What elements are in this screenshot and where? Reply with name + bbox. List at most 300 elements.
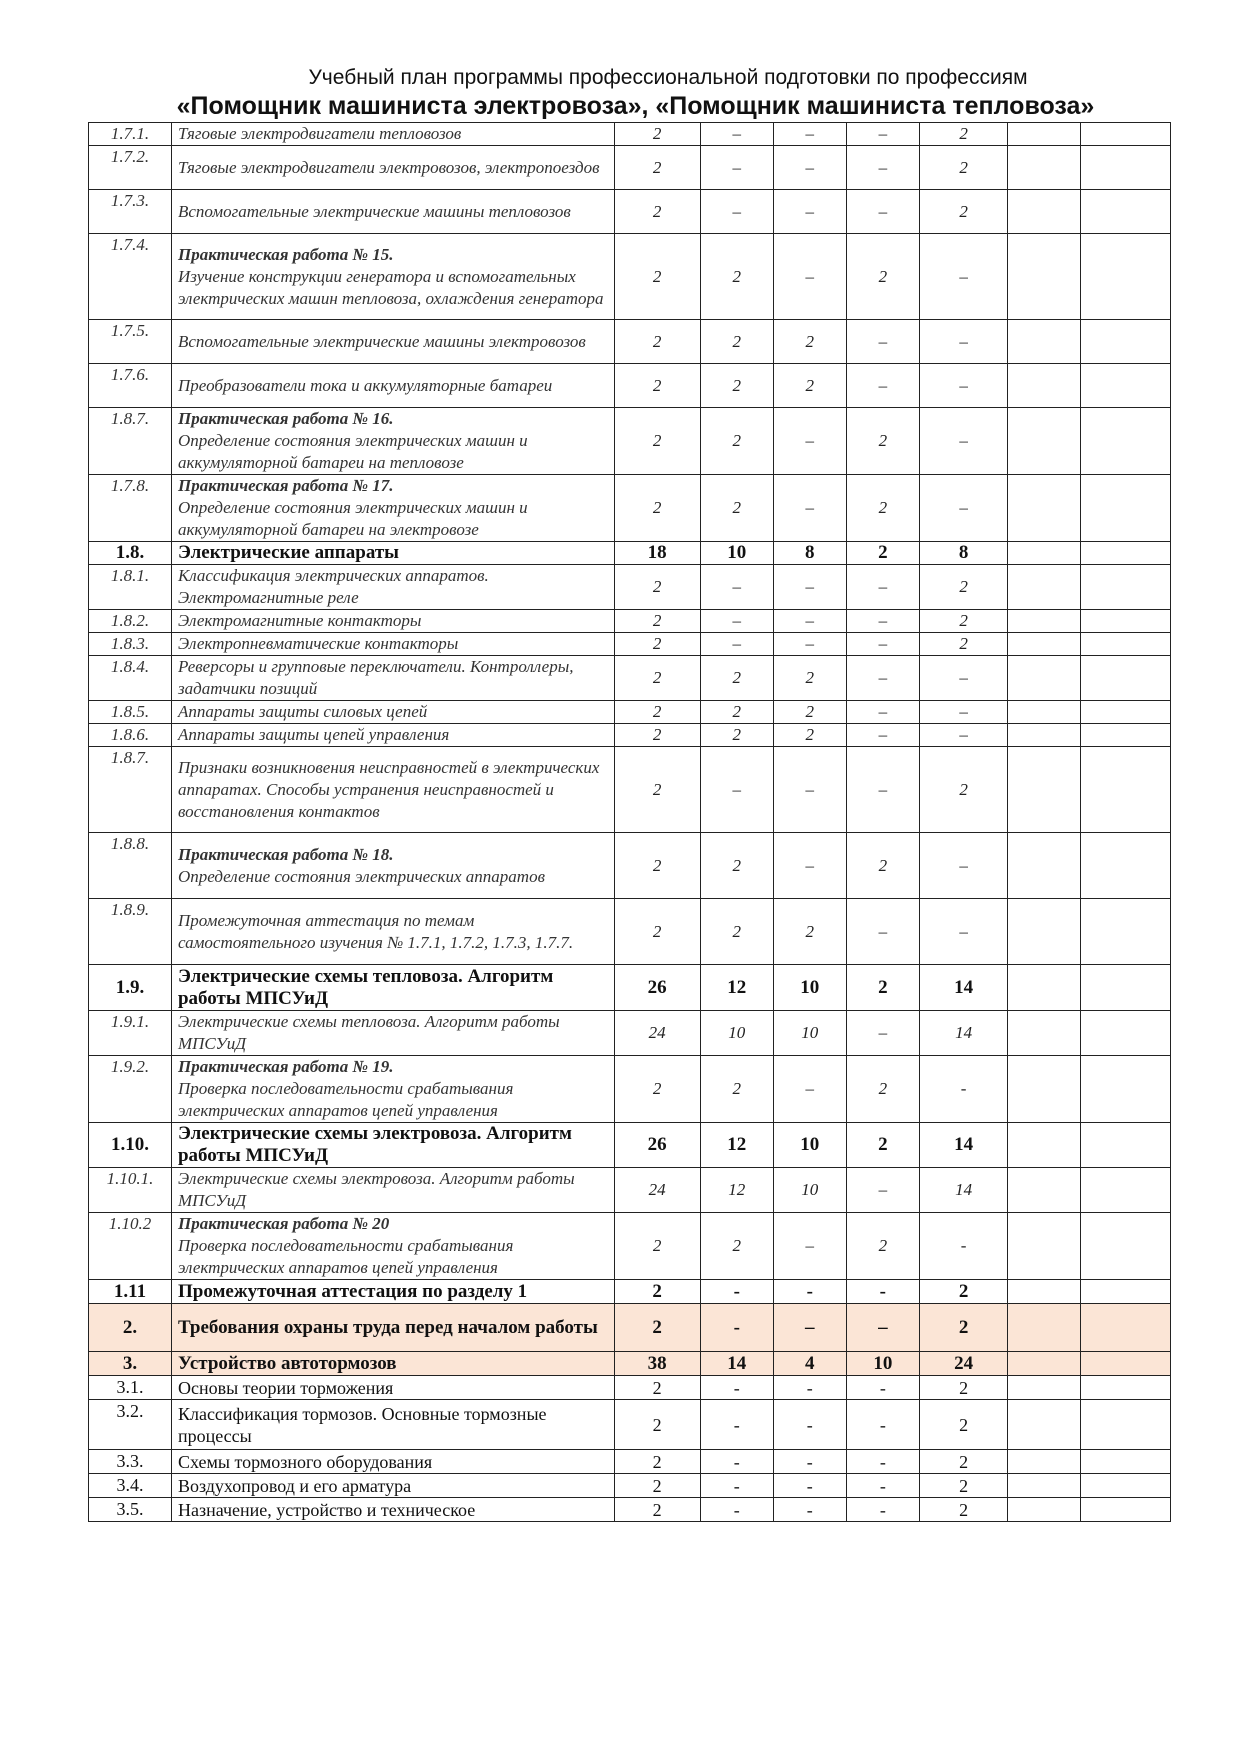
hours-cell-4: – bbox=[846, 364, 919, 408]
topic-text: Преобразователи тока и аккумуляторные батареи bbox=[177, 375, 553, 395]
topic-text: Признаки возникновения неисправностей в электрических аппаратах. Способы устранения неисправностей и восстановления контактов bbox=[177, 757, 600, 821]
hours-cell-4: - bbox=[846, 1450, 919, 1474]
table-row bbox=[89, 565, 1171, 610]
table-row bbox=[89, 146, 1171, 190]
hours-cell-2: 2 bbox=[700, 234, 773, 320]
hours-cell-4: 2 bbox=[846, 1213, 919, 1280]
topic-text: Проверка последовательности срабатывания электрических аппаратов цепей управления bbox=[177, 1079, 514, 1120]
row-number: 3.4. bbox=[89, 1474, 172, 1498]
hours-cell-2: 2 bbox=[700, 899, 773, 965]
hours-cell-2: 2 bbox=[700, 364, 773, 408]
hours-cell-3: - bbox=[773, 1280, 846, 1304]
hours-cell-1: 2 bbox=[614, 1474, 700, 1498]
hours-cell-3: 2 bbox=[773, 656, 846, 701]
row-number: 1.9. bbox=[89, 965, 172, 1011]
hours-cell-7 bbox=[1081, 656, 1171, 701]
row-number: 3.2. bbox=[89, 1400, 172, 1450]
table-row bbox=[89, 1213, 1171, 1280]
hours-cell-1: 26 bbox=[614, 965, 700, 1011]
hours-cell-1: 2 bbox=[614, 1280, 700, 1304]
hours-cell-3: – bbox=[773, 475, 846, 542]
hours-cell-4: 10 bbox=[846, 1352, 919, 1376]
topic-text: Реверсоры и групповые переключатели. Контроллеры, задатчики позиций bbox=[177, 657, 574, 698]
row-number: 1.8.3. bbox=[89, 633, 172, 656]
hours-cell-2: 10 bbox=[700, 1011, 773, 1056]
row-number: 1.8.2. bbox=[89, 610, 172, 633]
hours-cell-2: 10 bbox=[700, 542, 773, 565]
hours-cell-3: 2 bbox=[773, 724, 846, 747]
table-row bbox=[89, 1376, 1171, 1400]
hours-cell-4: 2 bbox=[846, 475, 919, 542]
topic-text: Тяговые электродвигатели электровозов, электропоездов bbox=[177, 157, 600, 177]
hours-cell-3: – bbox=[773, 633, 846, 656]
row-topic bbox=[171, 542, 614, 565]
row-topic bbox=[171, 965, 614, 1011]
topic-text: Электрические аппараты bbox=[177, 542, 400, 563]
topic-text: Аппараты защиты цепей управления bbox=[177, 725, 450, 744]
row-topic bbox=[171, 747, 614, 833]
topic-text: Определение состояния электрических машин и аккумуляторной батареи на электровозе bbox=[177, 498, 528, 539]
hours-cell-5: – bbox=[919, 320, 1008, 364]
topic-text: Определение состояния электрических машин и аккумуляторной батареи на тепловозе bbox=[177, 431, 528, 472]
hours-cell-5: 8 bbox=[919, 542, 1008, 565]
hours-cell-7 bbox=[1081, 234, 1171, 320]
table-row bbox=[89, 610, 1171, 633]
hours-cell-7 bbox=[1081, 1400, 1171, 1450]
hours-cell-6 bbox=[1008, 123, 1081, 146]
hours-cell-3: – bbox=[773, 747, 846, 833]
row-number: 1.8. bbox=[89, 542, 172, 565]
hours-cell-3: 2 bbox=[773, 364, 846, 408]
row-topic bbox=[171, 701, 614, 724]
hours-cell-6 bbox=[1008, 320, 1081, 364]
hours-cell-4: – bbox=[846, 701, 919, 724]
row-number: 1.10.1. bbox=[89, 1168, 172, 1213]
hours-cell-3: 4 bbox=[773, 1352, 846, 1376]
hours-cell-3: – bbox=[773, 565, 846, 610]
hours-cell-7 bbox=[1081, 320, 1171, 364]
hours-cell-1: 38 bbox=[614, 1352, 700, 1376]
hours-cell-2: – bbox=[700, 146, 773, 190]
hours-cell-4: - bbox=[846, 1400, 919, 1450]
hours-cell-7 bbox=[1081, 1056, 1171, 1123]
hours-cell-5: 24 bbox=[919, 1352, 1008, 1376]
hours-cell-6 bbox=[1008, 1450, 1081, 1474]
hours-cell-7 bbox=[1081, 1168, 1171, 1213]
hours-cell-3: - bbox=[773, 1400, 846, 1450]
hours-cell-2: 12 bbox=[700, 1123, 773, 1168]
hours-cell-1: 2 bbox=[614, 747, 700, 833]
hours-cell-6 bbox=[1008, 408, 1081, 475]
table-row bbox=[89, 899, 1171, 965]
table-row bbox=[89, 1168, 1171, 1213]
hours-cell-6 bbox=[1008, 1304, 1081, 1352]
hours-cell-7 bbox=[1081, 833, 1171, 899]
row-number: 1.8.8. bbox=[89, 833, 172, 899]
hours-cell-7 bbox=[1081, 701, 1171, 724]
hours-cell-2: 2 bbox=[700, 475, 773, 542]
table-row bbox=[89, 1400, 1171, 1450]
hours-cell-5: – bbox=[919, 724, 1008, 747]
hours-cell-2: - bbox=[700, 1280, 773, 1304]
row-topic bbox=[171, 1056, 614, 1123]
row-number: 1.8.7. bbox=[89, 408, 172, 475]
hours-cell-3: - bbox=[773, 1474, 846, 1498]
hours-cell-7 bbox=[1081, 965, 1171, 1011]
table-row bbox=[89, 747, 1171, 833]
hours-cell-1: 18 bbox=[614, 542, 700, 565]
row-number: 1.11 bbox=[89, 1280, 172, 1304]
hours-cell-2: - bbox=[700, 1450, 773, 1474]
topic-text: Электрические схемы тепловоза. Алгоритм работы МПСУиД bbox=[177, 965, 554, 1009]
hours-cell-7 bbox=[1081, 146, 1171, 190]
hours-cell-4: – bbox=[846, 190, 919, 234]
document-subtitle: «Помощник машиниста электровоза», «Помощник машиниста тепловоза» bbox=[176, 92, 1095, 120]
hours-cell-1: 2 bbox=[614, 1376, 700, 1400]
table-row bbox=[89, 701, 1171, 724]
hours-cell-2: - bbox=[700, 1376, 773, 1400]
hours-cell-1: 2 bbox=[614, 320, 700, 364]
row-number: 1.8.1. bbox=[89, 565, 172, 610]
table-row bbox=[89, 633, 1171, 656]
table-row bbox=[89, 320, 1171, 364]
hours-cell-6 bbox=[1008, 965, 1081, 1011]
table-row bbox=[89, 965, 1171, 1011]
hours-cell-4: 2 bbox=[846, 234, 919, 320]
hours-cell-3: 2 bbox=[773, 320, 846, 364]
topic-text: Электрические схемы тепловоза. Алгоритм работы МПСУиД bbox=[177, 1012, 560, 1053]
topic-text: Классификация тормозов. Основные тормозные процессы bbox=[177, 1403, 547, 1446]
hours-cell-2: 2 bbox=[700, 408, 773, 475]
row-topic bbox=[171, 1304, 614, 1352]
table-row bbox=[89, 234, 1171, 320]
hours-cell-1: 2 bbox=[614, 656, 700, 701]
hours-cell-1: 26 bbox=[614, 1123, 700, 1168]
hours-cell-6 bbox=[1008, 1123, 1081, 1168]
hours-cell-7 bbox=[1081, 364, 1171, 408]
row-number: 3.1. bbox=[89, 1376, 172, 1400]
hours-cell-4: – bbox=[846, 656, 919, 701]
hours-cell-6 bbox=[1008, 656, 1081, 701]
hours-cell-4: - bbox=[846, 1474, 919, 1498]
hours-cell-3: – bbox=[773, 1304, 846, 1352]
hours-cell-1: 2 bbox=[614, 565, 700, 610]
hours-cell-2: 12 bbox=[700, 965, 773, 1011]
hours-cell-4: – bbox=[846, 1304, 919, 1352]
hours-cell-1: 2 bbox=[614, 1400, 700, 1450]
hours-cell-2: - bbox=[700, 1400, 773, 1450]
hours-cell-7 bbox=[1081, 1352, 1171, 1376]
row-number: 1.7.1. bbox=[89, 123, 172, 146]
table-row bbox=[89, 190, 1171, 234]
hours-cell-6 bbox=[1008, 146, 1081, 190]
row-number: 1.7.3. bbox=[89, 190, 172, 234]
hours-cell-3: – bbox=[773, 833, 846, 899]
hours-cell-4: – bbox=[846, 1011, 919, 1056]
row-number: 2. bbox=[89, 1304, 172, 1352]
hours-cell-2: - bbox=[700, 1498, 773, 1522]
row-topic bbox=[171, 899, 614, 965]
hours-cell-5: 2 bbox=[919, 747, 1008, 833]
hours-cell-6 bbox=[1008, 1376, 1081, 1400]
hours-cell-3: – bbox=[773, 234, 846, 320]
hours-cell-6 bbox=[1008, 833, 1081, 899]
hours-cell-7 bbox=[1081, 1474, 1171, 1498]
topic-text: Основы теории торможения bbox=[177, 1377, 394, 1398]
table-row bbox=[89, 408, 1171, 475]
hours-cell-7 bbox=[1081, 1123, 1171, 1168]
hours-cell-7 bbox=[1081, 747, 1171, 833]
hours-cell-3: – bbox=[773, 610, 846, 633]
row-number: 1.7.8. bbox=[89, 475, 172, 542]
table-row bbox=[89, 1304, 1171, 1352]
topic-text: Определение состояния электрических аппаратов bbox=[177, 866, 545, 886]
hours-cell-6 bbox=[1008, 234, 1081, 320]
practical-work-title: Практическая работа № 17. bbox=[177, 476, 394, 495]
hours-cell-1: 2 bbox=[614, 899, 700, 965]
table-row bbox=[89, 1498, 1171, 1522]
hours-cell-5: - bbox=[919, 1056, 1008, 1123]
row-topic bbox=[171, 234, 614, 320]
hours-cell-5: 14 bbox=[919, 1011, 1008, 1056]
hours-cell-2: 2 bbox=[700, 1213, 773, 1280]
hours-cell-3: 10 bbox=[773, 1123, 846, 1168]
hours-cell-4: – bbox=[846, 610, 919, 633]
hours-cell-1: 2 bbox=[614, 1304, 700, 1352]
hours-cell-4: – bbox=[846, 724, 919, 747]
row-number: 1.9.1. bbox=[89, 1011, 172, 1056]
hours-cell-6 bbox=[1008, 565, 1081, 610]
row-topic bbox=[171, 475, 614, 542]
topic-text: Схемы тормозного оборудования bbox=[177, 1451, 433, 1472]
hours-cell-5: 2 bbox=[919, 146, 1008, 190]
hours-cell-2: 2 bbox=[700, 656, 773, 701]
row-topic bbox=[171, 1450, 614, 1474]
table-row bbox=[89, 1123, 1171, 1168]
topic-text: Воздухопровод и его арматура bbox=[177, 1475, 412, 1496]
hours-cell-2: – bbox=[700, 747, 773, 833]
hours-cell-6 bbox=[1008, 747, 1081, 833]
hours-cell-7 bbox=[1081, 1011, 1171, 1056]
row-topic bbox=[171, 833, 614, 899]
table-row bbox=[89, 123, 1171, 146]
hours-cell-7 bbox=[1081, 1498, 1171, 1522]
table-row bbox=[89, 1450, 1171, 1474]
row-topic bbox=[171, 320, 614, 364]
row-topic bbox=[171, 1280, 614, 1304]
hours-cell-3: – bbox=[773, 408, 846, 475]
hours-cell-5: 2 bbox=[919, 1280, 1008, 1304]
row-number: 1.8.4. bbox=[89, 656, 172, 701]
hours-cell-1: 2 bbox=[614, 123, 700, 146]
row-number: 3.5. bbox=[89, 1498, 172, 1522]
row-number: 1.10.2 bbox=[89, 1213, 172, 1280]
hours-cell-4: – bbox=[846, 747, 919, 833]
table-row bbox=[89, 1056, 1171, 1123]
hours-cell-5: 2 bbox=[919, 1474, 1008, 1498]
hours-cell-2: – bbox=[700, 123, 773, 146]
row-topic bbox=[171, 633, 614, 656]
hours-cell-3: 8 bbox=[773, 542, 846, 565]
curriculum-table bbox=[88, 122, 1171, 1522]
row-topic bbox=[171, 146, 614, 190]
hours-cell-5: 2 bbox=[919, 610, 1008, 633]
hours-cell-4: – bbox=[846, 1168, 919, 1213]
hours-cell-1: 24 bbox=[614, 1011, 700, 1056]
row-topic bbox=[171, 1376, 614, 1400]
hours-cell-5: 2 bbox=[919, 565, 1008, 610]
hours-cell-5: - bbox=[919, 1213, 1008, 1280]
hours-cell-1: 24 bbox=[614, 1168, 700, 1213]
hours-cell-6 bbox=[1008, 1280, 1081, 1304]
topic-text: Вспомогательные электрические машины тепловозов bbox=[177, 201, 571, 221]
table-row bbox=[89, 656, 1171, 701]
hours-cell-5: 2 bbox=[919, 1400, 1008, 1450]
hours-cell-5: – bbox=[919, 899, 1008, 965]
hours-cell-1: 2 bbox=[614, 833, 700, 899]
hours-cell-4: 2 bbox=[846, 833, 919, 899]
table-row bbox=[89, 1011, 1171, 1056]
hours-cell-7 bbox=[1081, 610, 1171, 633]
row-topic bbox=[171, 1498, 614, 1522]
row-number: 1.10. bbox=[89, 1123, 172, 1168]
hours-cell-1: 2 bbox=[614, 1450, 700, 1474]
topic-text: Электропневматические контакторы bbox=[177, 634, 459, 653]
hours-cell-2: – bbox=[700, 610, 773, 633]
row-number: 1.8.9. bbox=[89, 899, 172, 965]
hours-cell-5: 2 bbox=[919, 1376, 1008, 1400]
hours-cell-1: 2 bbox=[614, 1056, 700, 1123]
hours-cell-6 bbox=[1008, 1213, 1081, 1280]
hours-cell-4: 2 bbox=[846, 1056, 919, 1123]
hours-cell-3: 2 bbox=[773, 899, 846, 965]
table-row bbox=[89, 833, 1171, 899]
hours-cell-1: 2 bbox=[614, 146, 700, 190]
hours-cell-3: 2 bbox=[773, 701, 846, 724]
hours-cell-5: 2 bbox=[919, 1450, 1008, 1474]
hours-cell-3: - bbox=[773, 1376, 846, 1400]
hours-cell-2: 2 bbox=[700, 833, 773, 899]
hours-cell-1: 2 bbox=[614, 1498, 700, 1522]
row-topic bbox=[171, 1123, 614, 1168]
hours-cell-5: – bbox=[919, 364, 1008, 408]
hours-cell-6 bbox=[1008, 1352, 1081, 1376]
hours-cell-4: – bbox=[846, 123, 919, 146]
hours-cell-2: 2 bbox=[700, 320, 773, 364]
hours-cell-2: 2 bbox=[700, 1056, 773, 1123]
hours-cell-3: – bbox=[773, 123, 846, 146]
row-number: 3.3. bbox=[89, 1450, 172, 1474]
hours-cell-7 bbox=[1081, 1376, 1171, 1400]
hours-cell-1: 2 bbox=[614, 724, 700, 747]
hours-cell-3: – bbox=[773, 190, 846, 234]
hours-cell-4: – bbox=[846, 633, 919, 656]
hours-cell-2: 12 bbox=[700, 1168, 773, 1213]
hours-cell-5: – bbox=[919, 408, 1008, 475]
row-topic bbox=[171, 1168, 614, 1213]
hours-cell-7 bbox=[1081, 1450, 1171, 1474]
hours-cell-2: - bbox=[700, 1304, 773, 1352]
hours-cell-7 bbox=[1081, 565, 1171, 610]
hours-cell-5: – bbox=[919, 656, 1008, 701]
hours-cell-6 bbox=[1008, 1400, 1081, 1450]
hours-cell-6 bbox=[1008, 701, 1081, 724]
hours-cell-5: 14 bbox=[919, 1123, 1008, 1168]
hours-cell-3: – bbox=[773, 146, 846, 190]
table-row bbox=[89, 1280, 1171, 1304]
hours-cell-3: – bbox=[773, 1213, 846, 1280]
hours-cell-6 bbox=[1008, 1168, 1081, 1213]
topic-text: Изучение конструкции генератора и вспомогательных электрических машин тепловоза, охлаждения генератора bbox=[177, 266, 604, 308]
hours-cell-5: 2 bbox=[919, 190, 1008, 234]
hours-cell-4: – bbox=[846, 899, 919, 965]
row-topic bbox=[171, 123, 614, 146]
topic-text: Аппараты защиты силовых цепей bbox=[177, 702, 428, 721]
hours-cell-1: 2 bbox=[614, 1213, 700, 1280]
row-topic bbox=[171, 724, 614, 747]
hours-cell-6 bbox=[1008, 1498, 1081, 1522]
hours-cell-6 bbox=[1008, 542, 1081, 565]
hours-cell-2: – bbox=[700, 633, 773, 656]
hours-cell-7 bbox=[1081, 1304, 1171, 1352]
hours-cell-7 bbox=[1081, 1280, 1171, 1304]
row-topic bbox=[171, 1213, 614, 1280]
hours-cell-5: – bbox=[919, 234, 1008, 320]
topic-text: Электрические схемы электровоза. Алгоритм работы МПСУиД bbox=[177, 1169, 575, 1210]
hours-cell-4: - bbox=[846, 1376, 919, 1400]
row-topic bbox=[171, 190, 614, 234]
hours-cell-4: 2 bbox=[846, 1123, 919, 1168]
hours-cell-6 bbox=[1008, 190, 1081, 234]
hours-cell-1: 2 bbox=[614, 190, 700, 234]
hours-cell-1: 2 bbox=[614, 475, 700, 542]
hours-cell-7 bbox=[1081, 542, 1171, 565]
hours-cell-7 bbox=[1081, 633, 1171, 656]
hours-cell-1: 2 bbox=[614, 610, 700, 633]
hours-cell-3: 10 bbox=[773, 965, 846, 1011]
hours-cell-5: 2 bbox=[919, 1498, 1008, 1522]
hours-cell-5: – bbox=[919, 833, 1008, 899]
hours-cell-6 bbox=[1008, 724, 1081, 747]
topic-text: Электромагнитные контакторы bbox=[177, 611, 422, 630]
hours-cell-6 bbox=[1008, 1474, 1081, 1498]
table-row bbox=[89, 1474, 1171, 1498]
hours-cell-5: – bbox=[919, 701, 1008, 724]
hours-cell-7 bbox=[1081, 408, 1171, 475]
topic-text: Требования охраны труда перед началом работы bbox=[177, 1316, 598, 1338]
hours-cell-7 bbox=[1081, 899, 1171, 965]
hours-cell-7 bbox=[1081, 123, 1171, 146]
row-topic bbox=[171, 1474, 614, 1498]
topic-text: Промежуточная аттестация по разделу 1 bbox=[177, 1280, 528, 1302]
hours-cell-7 bbox=[1081, 1213, 1171, 1280]
table-row bbox=[89, 724, 1171, 747]
hours-cell-5: – bbox=[919, 475, 1008, 542]
hours-cell-4: - bbox=[846, 1280, 919, 1304]
hours-cell-1: 2 bbox=[614, 364, 700, 408]
row-number: 1.7.5. bbox=[89, 320, 172, 364]
topic-text: Тяговые электродвигатели тепловозов bbox=[177, 124, 462, 143]
topic-text: Классификация электрических аппаратов. Электромагнитные реле bbox=[177, 566, 489, 607]
row-number: 3. bbox=[89, 1352, 172, 1376]
hours-cell-2: 14 bbox=[700, 1352, 773, 1376]
row-number: 1.8.5. bbox=[89, 701, 172, 724]
hours-cell-1: 2 bbox=[614, 234, 700, 320]
hours-cell-6 bbox=[1008, 1056, 1081, 1123]
hours-cell-2: – bbox=[700, 565, 773, 610]
hours-cell-3: 10 bbox=[773, 1011, 846, 1056]
hours-cell-3: - bbox=[773, 1498, 846, 1522]
